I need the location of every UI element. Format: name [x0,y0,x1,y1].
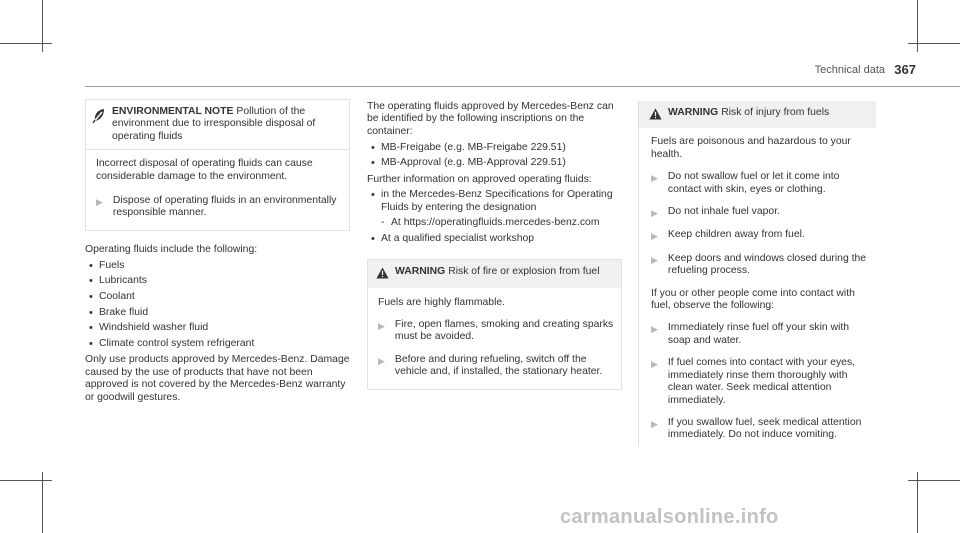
environmental-note-text: Incorrect disposal of operating fluids can cause considerable damage to the environment. [96,158,313,182]
warning-label: WARNING [395,266,446,278]
list-item: • Lubricants [85,275,350,287]
page-number: 367 [894,62,916,77]
section-title: Technical data [814,64,885,76]
step-arrow-icon: ▶ [378,355,385,366]
fluids-list [85,260,350,351]
info-intro: Further information on approved operating fluids: [367,173,592,185]
fire-warning-title: Risk of fire or explosion from fuel [448,266,600,278]
warning-label: WARNING [668,107,719,118]
instruction-step [651,171,872,196]
injury-warning-body [639,128,876,445]
injury-warning-heading [668,107,829,119]
warning-triangle-icon [376,267,389,283]
instruction-step [651,357,872,407]
list-item: • Windshield washer fluid [85,322,350,334]
step-text: Before and during refueling, switch off the vehicle and, if installed, the stationary heater. [394,353,603,378]
injury-warning-box [638,101,876,446]
column-1 [85,99,350,404]
instruction-step [651,253,872,278]
list-item: • MB-Approval (e.g. MB-Approval 229.51) [367,157,622,169]
step-arrow-icon: ▶ [651,231,658,242]
step-text: Do not swallow fuel or let it come into contact with skin, eyes or clothing. [667,171,840,195]
instruction-step [651,322,872,347]
header-rule [85,86,960,87]
fire-warning-body [368,288,621,389]
injury-warning-header [639,101,876,128]
step-arrow-icon: ▶ [651,173,658,184]
step-arrow-icon: ▶ [651,359,658,370]
step-text: Fire, open flames, smoking and creating sparks must be avoided. [394,319,614,343]
crop-mark [0,480,52,481]
step-text: If fuel comes into contact with your eyes, immediately rinse them thoroughly with clean water. Seek medical attention immediately. [667,357,856,406]
step-text: If you swallow fuel, seek medical attention immediately. Do not induce vomiting. [667,416,862,441]
environmental-note-label: ENVIRONMENTAL NOTE [112,106,234,117]
step-arrow-icon: ▶ [651,208,658,219]
instruction-step [651,206,872,219]
crop-mark [0,43,52,44]
environmental-note-heading [112,106,341,143]
approval-list [367,142,622,170]
step-text: Immediately rinse fuel off your skin with soap and water. [667,322,850,346]
list-item: • At a qualified specialist workshop [367,233,622,245]
step-text: Do not inhale fuel vapor. [667,206,780,218]
step-arrow-icon: ▶ [96,197,103,208]
info-list [367,189,622,245]
step-arrow-icon: ▶ [651,418,658,429]
fire-warning-text: Fuels are highly flammable. [378,296,506,308]
fluids-intro: Operating fluids include the following: [85,243,258,255]
step-text: Keep children away from fuel. [667,229,805,241]
crop-mark [917,472,918,533]
fluids-note: Only use products approved by Mercedes-Benz. Damage caused by the use of products that have not been approved is not covered by the Mercedes-Benz warranty or goodwill gestures. [85,354,350,403]
crop-mark [42,472,43,533]
list-item [367,189,622,229]
crop-mark [917,0,918,52]
step-text: Dispose of operating fluids in an environmentally responsible manner. [112,195,337,219]
list-item: • Brake fluid [85,307,350,319]
contact-intro: If you or other people come into contact with fuel, observe the following: [651,287,855,312]
environment-leaf-icon [92,107,106,127]
step-text: Keep doors and windows closed during the refueling process. [667,252,867,277]
instruction-step [378,319,615,344]
instruction-step [651,229,872,242]
fire-warning-box [367,259,622,389]
approval-intro: The operating fluids approved by Mercedes-Benz can be identified by the following inscriptions on the container: [367,101,614,137]
list-item: • Climate control system refrigerant [85,338,350,350]
list-item: • Fuels [85,260,350,272]
instruction-step [651,417,872,442]
step-arrow-icon: ▶ [378,321,385,332]
column-2 [367,101,622,390]
environmental-note-header [86,100,349,149]
crop-mark [908,480,960,481]
environmental-note-box [85,99,350,231]
list-item: • MB-Freigabe (e.g. MB-Freigabe 229.51) [367,142,622,154]
fire-warning-heading [395,266,600,278]
warning-triangle-icon [649,108,662,124]
info-item-text: in the Mercedes-Benz Specifications for Operating Fluids by entering the designation [381,189,613,213]
injury-warning-text: Fuels are poisonous and hazardous to your health. [651,136,851,160]
crop-mark [42,0,43,52]
watermark: carmanualsonline.info [560,506,779,528]
info-subitem: - At https://operatingfluids.mercedes-benz.com [367,217,622,229]
injury-warning-title: Risk of injury from fuels [721,107,830,118]
list-item: • Coolant [85,291,350,303]
step-arrow-icon: ▶ [651,324,658,335]
instruction-step [96,195,343,220]
environmental-note-body [86,149,349,230]
instruction-step [378,354,615,379]
fire-warning-header [368,260,621,287]
environmental-note-title: Pollution of the environment due to irresponsible disposal of operating fluids [112,106,316,142]
step-arrow-icon: ▶ [651,254,658,265]
crop-mark [908,43,960,44]
column-3 [638,101,876,446]
